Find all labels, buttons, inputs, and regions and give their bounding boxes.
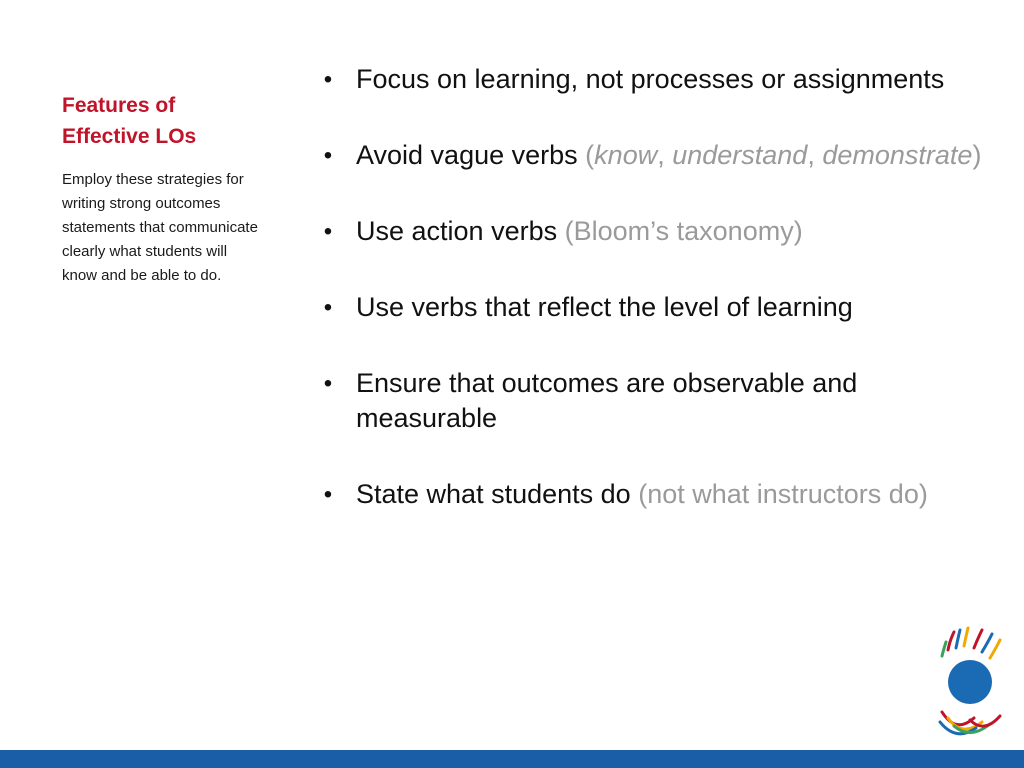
example-verb-understand: understand	[672, 140, 808, 170]
slide-subtitle: Employ these strategies for writing strong outcomes statements that communicate clearly what students will know and be able to do.	[62, 171, 258, 284]
bullet-dot: •	[323, 294, 333, 321]
bottom-bar	[0, 750, 1024, 768]
bullet-dot: •	[323, 481, 333, 508]
bullet-text: Use action verbs	[356, 216, 558, 246]
title-line-2: Effective LOs	[62, 125, 197, 148]
bullet-item-level-of-learning	[318, 290, 998, 325]
bullet-dot: •	[323, 370, 333, 397]
bullet-item-observable-measurable	[318, 366, 998, 436]
open-paren: (	[585, 140, 595, 170]
university-logo-icon	[930, 622, 1010, 742]
example-verb-demonstrate: demonstrate	[822, 140, 973, 170]
bullet-item-what-students-do	[318, 477, 998, 512]
bullet-text: Use verbs that reflect the level of learning	[356, 292, 853, 322]
bullet-text: Focus on learning, not processes or assignments	[356, 64, 945, 94]
bullet-dot: •	[323, 66, 333, 93]
comma: ,	[657, 140, 673, 170]
title-line-1: Features of	[62, 94, 176, 117]
bullet-text: Avoid vague verbs	[356, 140, 578, 170]
example-verb-know: know	[594, 140, 658, 170]
bullet-item-use-action-verbs	[318, 214, 998, 249]
bullet-item-focus-on-learning	[318, 62, 998, 97]
bullet-text: State what students do	[356, 479, 631, 509]
bullet-note	[585, 140, 981, 170]
close-paren: )	[972, 140, 982, 170]
comma: ,	[807, 140, 823, 170]
bullet-dot: •	[323, 142, 333, 169]
bullet-text: Ensure that outcomes are observable and measurable	[356, 368, 858, 433]
bullet-list	[318, 62, 998, 553]
bullet-note: (not what instructors do)	[638, 479, 928, 509]
bullet-dot: •	[323, 218, 333, 245]
bullet-item-avoid-vague-verbs	[318, 138, 998, 173]
slide-title	[62, 90, 252, 152]
bullet-note: (Bloom’s taxonomy)	[564, 216, 803, 246]
